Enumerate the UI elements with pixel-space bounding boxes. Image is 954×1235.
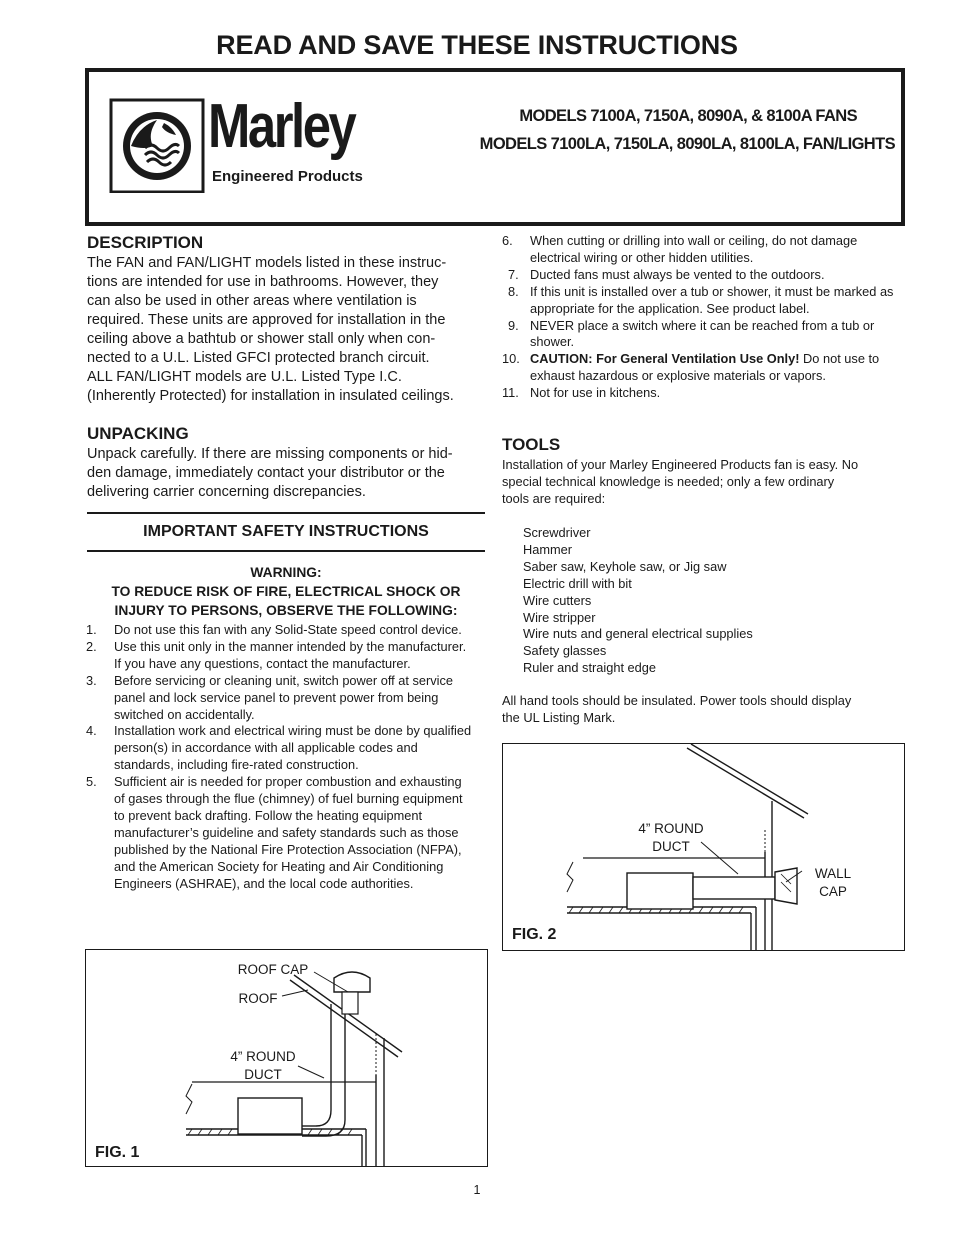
list-item xyxy=(86,774,472,892)
tool-item: Screwdriver xyxy=(523,525,591,540)
unpacking-text xyxy=(87,445,487,502)
tools-intro-line: Installation of your Marley Engineered Products fan is easy. No xyxy=(502,457,859,472)
item-text: Not for use in kitchens. xyxy=(530,385,661,401)
models-fans: MODELS 7100A, 7150A, 8090A, & 8100A FANS xyxy=(519,107,857,125)
tool-item: Wire cutters xyxy=(523,592,592,608)
safety-list-left xyxy=(86,622,472,893)
item-text: Do not use to exhaust hazardous or explosive materials or vapors. xyxy=(530,351,880,384)
item-text: Ducted fans must always be vented to the outdoors. xyxy=(530,266,825,282)
item-number: 10. xyxy=(502,351,520,367)
warning-line: INJURY TO PERSONS, OBSERVE THE FOLLOWING: xyxy=(114,603,458,618)
fig2-wall-line: WALL xyxy=(814,866,852,881)
page-number: 1 xyxy=(473,1183,481,1197)
safety-heading: IMPORTANT SAFETY INSTRUCTIONS xyxy=(143,523,429,540)
fig1-roof-label: ROOF xyxy=(238,991,278,1006)
tools-intro-line: special technical knowledge is needed; only a few ordinary xyxy=(502,473,835,489)
unpacking-heading: UNPACKING xyxy=(87,424,189,443)
description-line: tions are intended for use in bathrooms. However, they xyxy=(87,274,439,290)
tools-list xyxy=(523,525,903,677)
tools-heading: TOOLS xyxy=(502,435,561,454)
fig1-caption: FIG. 1 xyxy=(95,1144,140,1161)
item-number: 4. xyxy=(86,723,97,739)
figure-2 xyxy=(502,743,905,951)
fig2-duct-line: DUCT xyxy=(652,839,690,854)
description-line: ceiling above a bathtub or shower stall only when con- xyxy=(87,331,436,347)
description-line: nected to a U.L. Listed GFCI protected branch circuit. xyxy=(87,350,430,366)
description-line: required. These units are approved for installation in the xyxy=(87,312,446,328)
list-item xyxy=(86,622,472,639)
description-text xyxy=(87,254,487,406)
tools-note-line: All hand tools should be insulated. Power tools should display xyxy=(502,693,852,708)
list-item xyxy=(502,351,904,385)
description-line: The FAN and FAN/LIGHT models listed in these instruc- xyxy=(87,255,447,271)
list-item xyxy=(502,267,904,284)
brand-tagline: Engineered Products xyxy=(212,168,363,185)
tool-item: Electric drill with bit xyxy=(523,575,632,591)
item-text: Use this unit only in the manner intended by the manufacturer. If you have any questions, contact the manufacturer. xyxy=(114,638,467,671)
item-number: 2. xyxy=(86,638,97,654)
item-number: 1. xyxy=(86,622,97,637)
fig2-wall-cap-label xyxy=(803,865,863,901)
item-text: Installation work and electrical wiring must be done by qualified person(s) in accordance with all applicable codes and standards, including fire-rated construction. xyxy=(114,723,472,773)
figure-1 xyxy=(85,949,488,1167)
models-fan-lights: MODELS 7100LA, 7150LA, 8090LA, 8100LA, FAN/LIGHTS xyxy=(479,135,895,153)
item-number: 6. xyxy=(502,233,513,248)
item-number: 5. xyxy=(86,774,97,790)
item-number: 8. xyxy=(508,283,519,299)
marley-logo xyxy=(109,92,424,193)
item-number: 3. xyxy=(86,672,97,688)
item-text: Sufficient air is needed for proper combustion and exhausting of gases through the flue (chimney) of fuel burning equipment to prevent back drafting. Follow the heating equipment manufacturer’s guideline and safety standards such as those published by the National Fire Protection Association (NFPA), and the American Society for Heating and Air Conditioning Engineers (ASHRAE), and the local code authorities. xyxy=(114,774,463,891)
list-item xyxy=(502,284,904,318)
warning-title: WARNING: xyxy=(250,565,322,580)
tool-item: Wire nuts and general electrical supplies xyxy=(523,626,753,642)
tool-item: Safety glasses xyxy=(523,643,607,659)
tool-item: Hammer xyxy=(523,541,573,557)
list-item xyxy=(86,673,472,724)
item-text: NEVER place a switch where it can be reached from a tub or shower. xyxy=(530,317,875,350)
fig1-roof-cap-label: ROOF CAP xyxy=(237,962,309,977)
tool-item: Wire stripper xyxy=(523,609,596,625)
item-number: 11. xyxy=(502,385,519,401)
fig1-duct-line: 4” ROUND xyxy=(230,1049,296,1064)
item-text: When cutting or drilling into wall or ceiling, do not damage electrical wiring or other hidden utilities. xyxy=(530,233,858,265)
description-line: ALL FAN/LIGHT models are U.L. Listed Type I.C. xyxy=(87,369,402,385)
fig1-duct-label xyxy=(216,1048,310,1084)
tool-item: Ruler and straight edge xyxy=(523,660,657,676)
tools-intro xyxy=(502,457,904,508)
tools-intro-line: tools are required: xyxy=(502,490,606,506)
item-text: Do not use this fan with any Solid-State speed control device. xyxy=(114,622,462,637)
unpacking-line: den damage, immediately contact your distributor or the xyxy=(87,465,445,481)
item-number: 9. xyxy=(508,317,519,333)
divider-bottom xyxy=(87,550,485,552)
tools-note xyxy=(502,693,904,727)
caution-text: CAUTION: For General Ventilation Use Only! xyxy=(530,351,800,367)
description-heading: DESCRIPTION xyxy=(87,233,204,252)
item-text: Before servicing or cleaning unit, switch power off at service panel and lock service panel to prevent power from being switched on accidentally. xyxy=(114,672,454,722)
warning-block xyxy=(87,563,485,620)
unpacking-line: delivering carrier concerning discrepancies. xyxy=(87,484,366,500)
fig2-wall-line: CAP xyxy=(819,884,847,899)
tools-note-line: the UL Listing Mark. xyxy=(502,709,616,725)
tool-item: Saber saw, Keyhole saw, or Jig saw xyxy=(523,558,727,574)
list-item xyxy=(502,318,904,352)
item-number: 7. xyxy=(508,266,519,282)
item-text: If this unit is installed over a tub or shower, it must be marked as appropriate for the application. See product label. xyxy=(530,283,894,316)
list-item xyxy=(86,639,472,673)
fig2-caption: FIG. 2 xyxy=(512,926,557,943)
fig2-duct-label xyxy=(621,820,721,856)
fig2-duct-line: 4” ROUND xyxy=(638,821,704,836)
warning-line: TO REDUCE RISK OF FIRE, ELECTRICAL SHOCK OR xyxy=(111,584,461,599)
list-item xyxy=(502,233,904,267)
fig1-duct-line: DUCT xyxy=(244,1067,282,1082)
divider-top xyxy=(87,512,485,514)
description-line: (Inherently Protected) for installation in insulated ceilings. xyxy=(87,388,454,404)
page-title: READ AND SAVE THESE INSTRUCTIONS xyxy=(216,30,738,60)
header-box xyxy=(85,68,905,226)
unpacking-line: Unpack carefully. If there are missing components or hid- xyxy=(87,446,453,462)
brand-name: Marley xyxy=(208,92,355,161)
safety-list-right xyxy=(502,233,904,402)
list-item xyxy=(502,385,904,402)
description-line: can also be used in other areas where ventilation is xyxy=(87,293,417,309)
list-item xyxy=(86,723,472,774)
